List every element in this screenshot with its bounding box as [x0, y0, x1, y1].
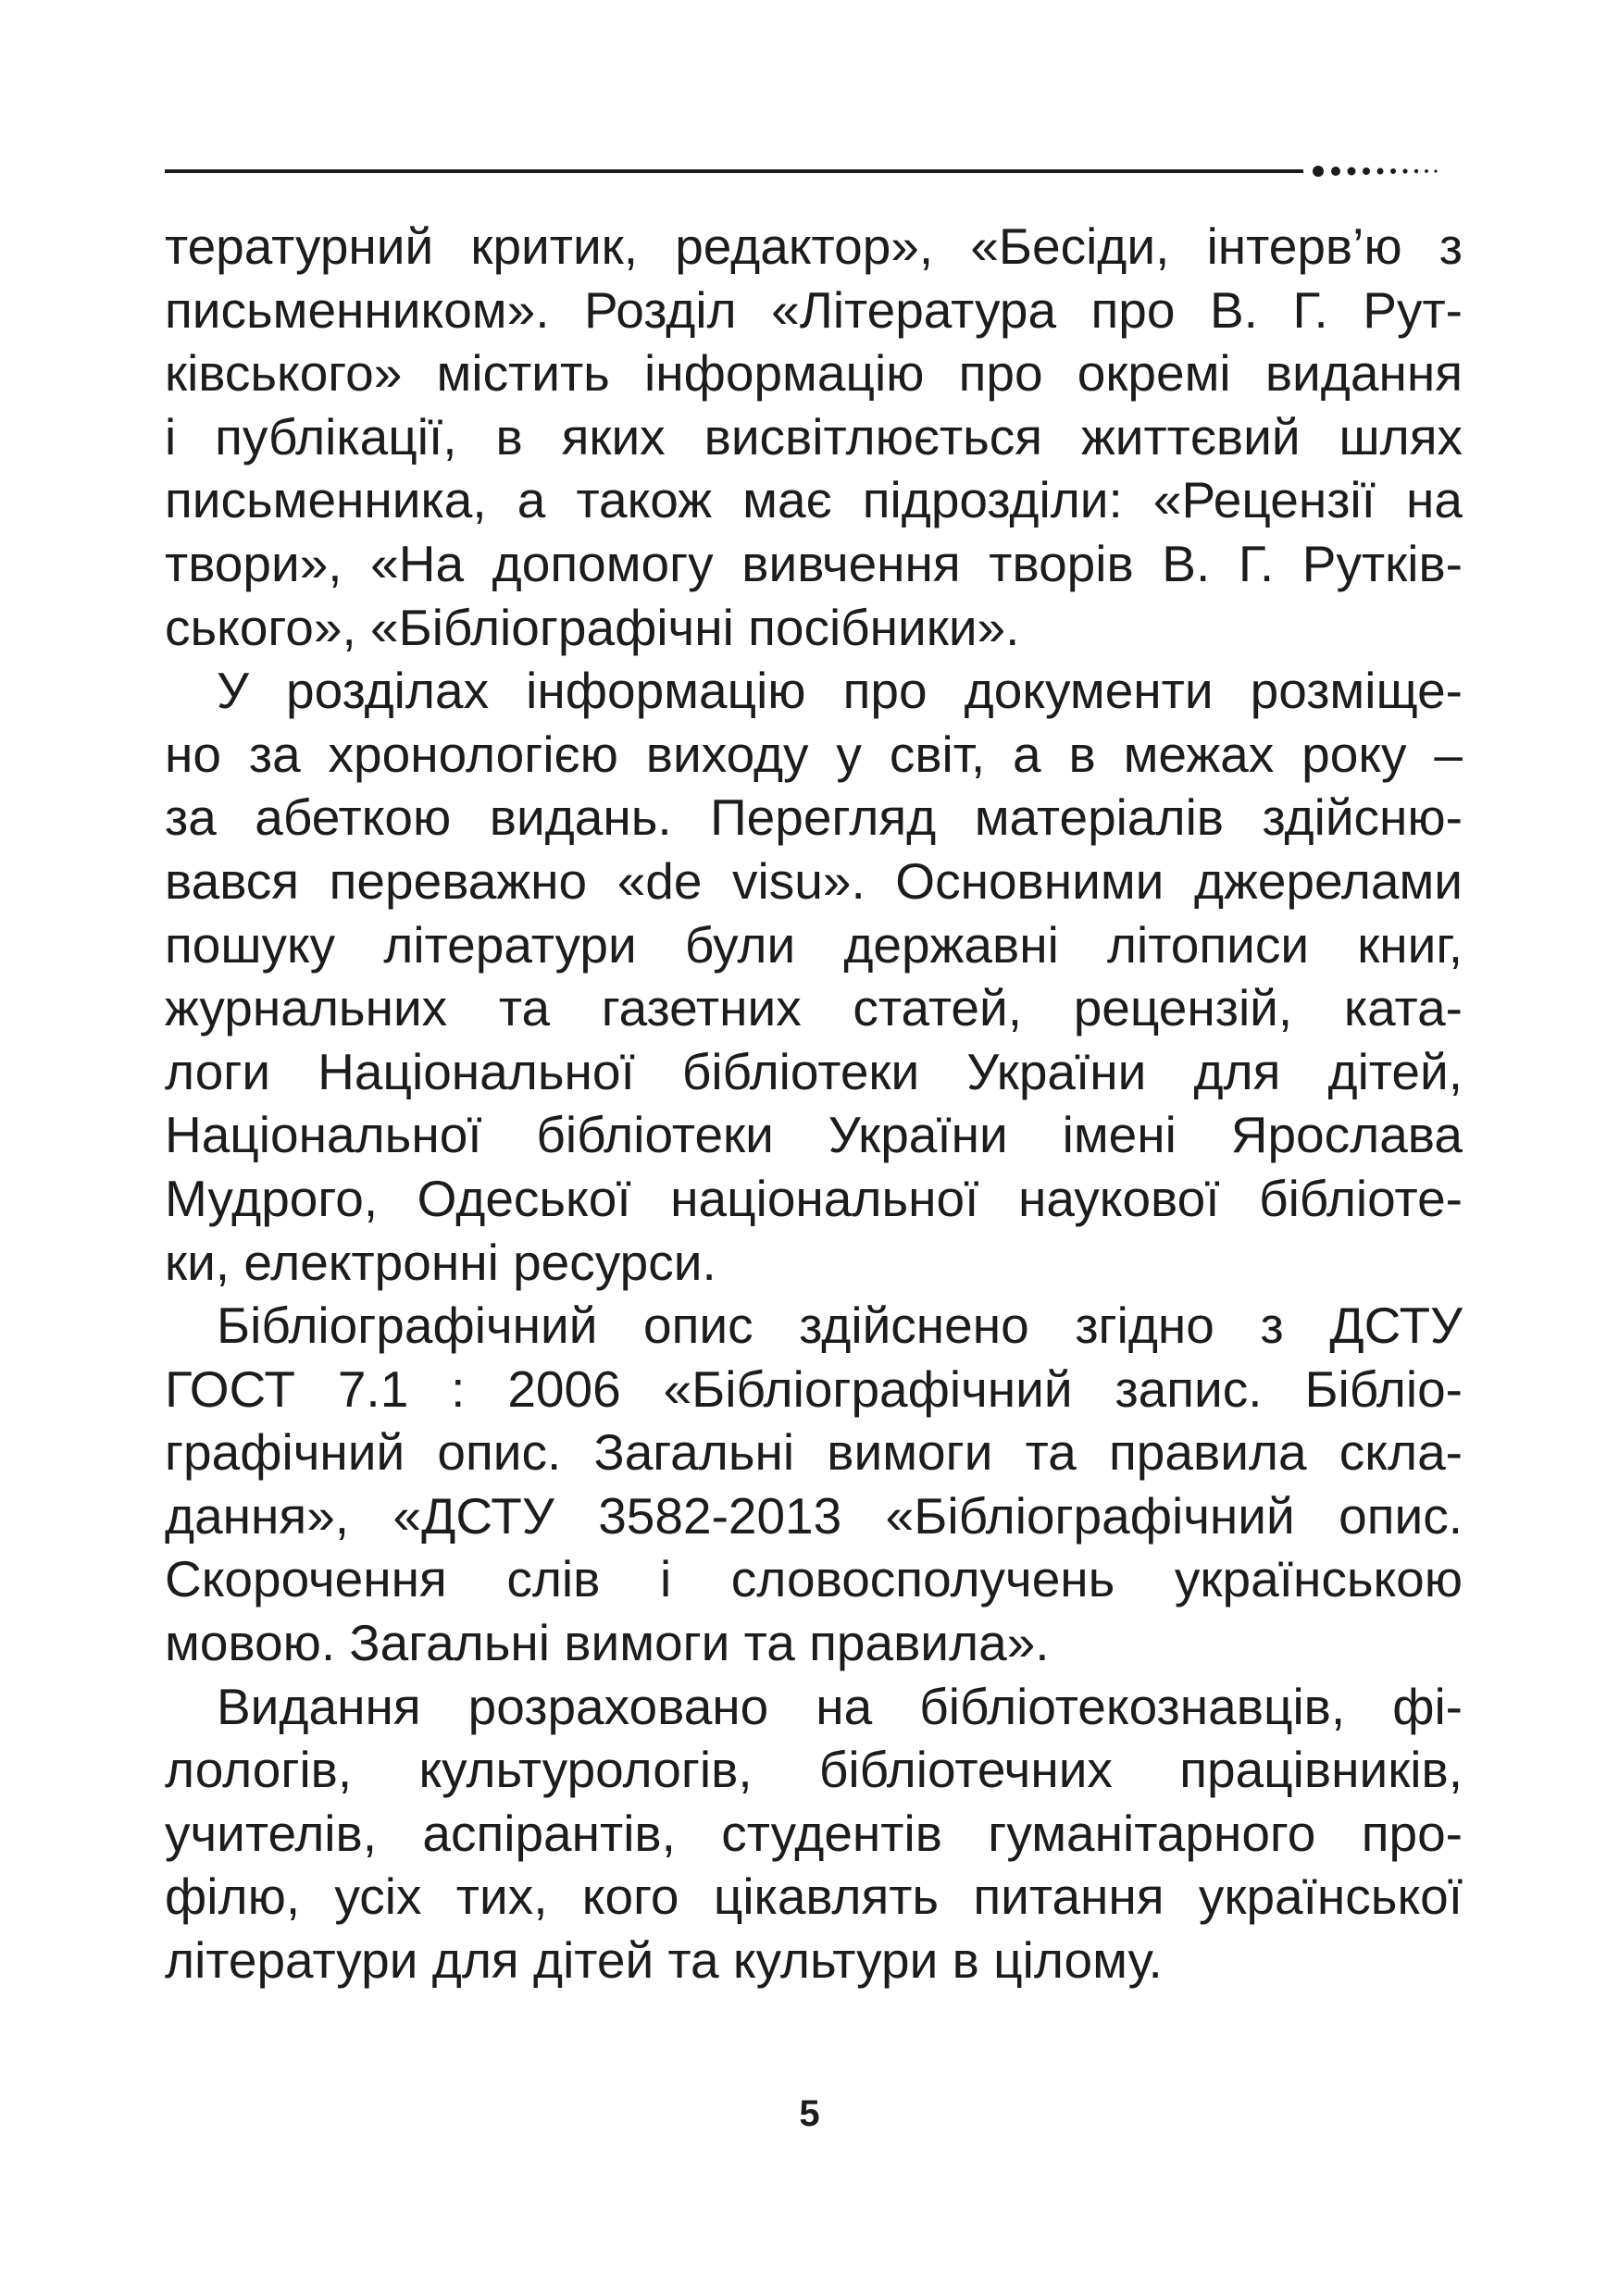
text-line: письменником». Розділ «Література про В. Г. Рут-: [165, 280, 1463, 339]
text-line: Видання розраховано на бібліотекознавців, фі-: [217, 1677, 1463, 1735]
text-line: журнальних та газетних статей, рецензій, ката-: [165, 979, 1463, 1037]
text-line: твори», «На допомогу вивчення творів В. Г. Рутків-: [165, 534, 1463, 592]
text-line: ГОСТ 7.1 : 2006 «Бібліографічний запис. Бібліо-: [165, 1359, 1463, 1418]
header-rule: [165, 169, 1303, 173]
text-line: ського», «Бібліографічні посібники».: [165, 598, 1020, 656]
header-dots-ornament: [1313, 165, 1461, 178]
text-line: Мудрого, Одеської національної наукової бібліоте-: [165, 1169, 1463, 1227]
text-line: і публікації, в яких висвітлюється життєвий шлях: [165, 407, 1463, 465]
text-line: Бібліографічний опис здійснено згідно з ДСТУ: [217, 1297, 1463, 1355]
text-line: Національної бібліотеки України імені Ярослава: [165, 1106, 1463, 1164]
text-line: філю, усіх тих, кого цікавлять питання української: [165, 1868, 1463, 1926]
text-line: ки, електронні ресурси.: [165, 1233, 716, 1291]
page-number: 5: [799, 2093, 820, 2134]
text-line: літератури для дітей та культури в цілому.: [165, 1931, 1163, 1990]
text-line: логи Національної бібліотеки України для дітей,: [165, 1042, 1463, 1100]
body-text: [165, 215, 1463, 1992]
text-line: У розділах інформацію про документи розміще-: [217, 662, 1463, 720]
text-line: учителів, аспірантів, студентів гуманітарного про-: [165, 1804, 1463, 1862]
text-line: мовою. Загальні вимоги та правила».: [165, 1614, 1050, 1672]
text-line: за абеткою видань. Перегляд матеріалів здійсню-: [165, 788, 1463, 847]
text-line: но за хронологією виходу у світ, а в межах року –: [165, 725, 1463, 783]
text-line: Скорочення слів і словосполучень українською: [165, 1550, 1463, 1608]
text-line: дання», «ДСТУ 3582-2013 «Бібліографічний опис.: [165, 1486, 1463, 1545]
text-line: тературний критик, редактор», «Бесіди, інтерв’ю з: [165, 217, 1463, 275]
text-line: письменника, а також має підрозділи: «Рецензії на: [165, 471, 1463, 529]
text-line: лологів, культурологів, бібліотечних працівників,: [165, 1741, 1463, 1799]
text-line: ківського» містить інформацію про окремі видання: [165, 344, 1463, 403]
text-line: вався переважно «de visu». Основними джерелами: [165, 851, 1463, 910]
text-line: пошуку літератури були державні літописи книг,: [165, 915, 1463, 974]
text-line: графічний опис. Загальні вимоги та правила скла-: [165, 1423, 1463, 1482]
